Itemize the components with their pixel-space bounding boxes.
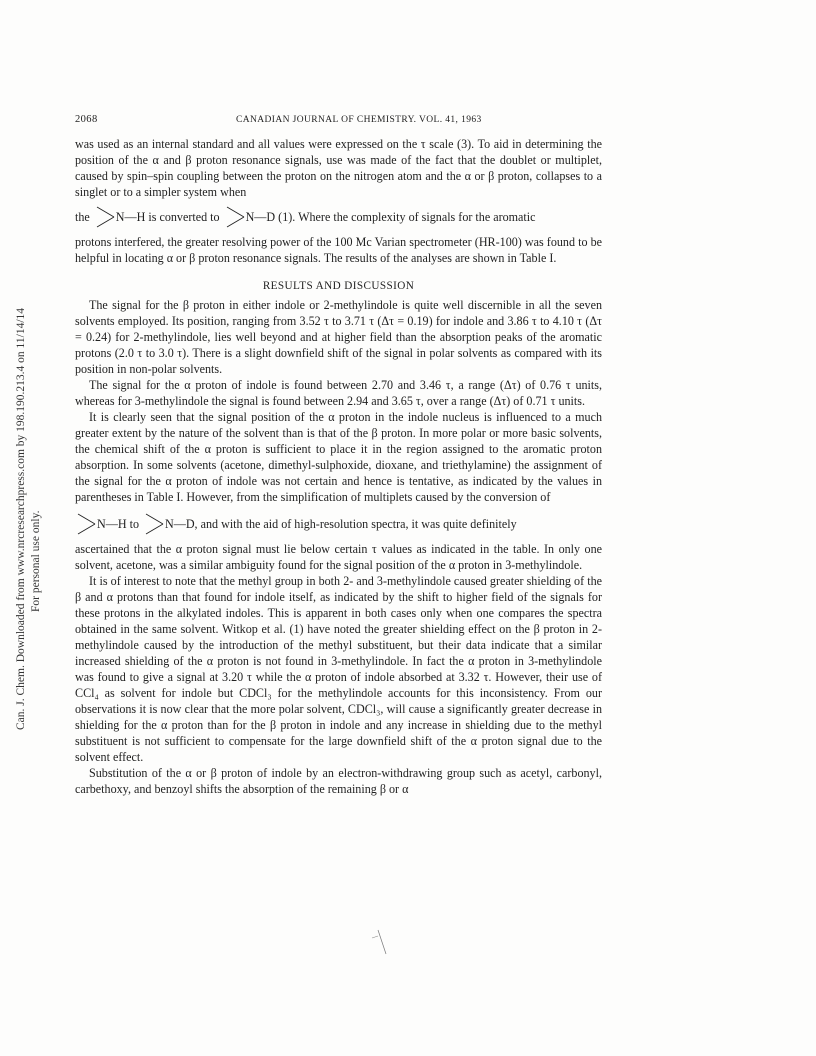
scan-mark-icon xyxy=(370,928,390,958)
page-number: 2068 xyxy=(75,114,98,125)
journal-header: CANADIAN JOURNAL OF CHEMISTRY. VOL. 41, 1963 xyxy=(236,115,482,125)
paragraph-substitution: Substitution of the α or β proton of indole by an electron-withdrawing group such as acetyl, carbonyl, carbethoxy, and benzoyl shifts the absorption of the remaining β or α xyxy=(75,766,602,796)
nh-converted-text: N—H is converted to xyxy=(115,210,220,224)
nh-to-text: N—H to xyxy=(97,517,139,531)
running-head xyxy=(75,114,602,130)
line-word-the: the xyxy=(75,210,90,224)
paragraph-beta-proton: The signal for the β proton in either indole or 2-methylindole is quite well discernible in all the seven solvents employed. Its position, ranging from 3.52 τ to 3.71 τ (Δτ = 0.19) for indole and 3.86 τ to 4.10 τ (Δτ = 0.24) for 2-methylindole, lies well beyond and at higher field than the absorption peaks of the aromatic protons (2.0 τ to 3.0 τ). There is a slight downfield shift of the signal in polar solvents as compared with its position in non-polar solvents. xyxy=(75,298,602,376)
download-notice xyxy=(14,308,44,730)
paragraph-methyl-shielding: It is of interest to note that the methyl group in both 2- and 3-methylindole caused greater shielding of the β and α protons than that found for indole itself, as indicated by the shift to higher field of the signals for these protons in the alkylated indoles. This is apparent in both cases only when one compares the spectra obtained in the same solvent. Witkop et al. (1) have noted the greater shielding effect on the β proton in 2-methylindole caused by the introduction of the methyl substituent, but their data indicate that a similar increased shielding of the α proton is not found in 3-methylindole. In fact the α proton in 3-methylindole was found to give a signal at 3.20 τ while the α proton of indole absorbed at 3.32 τ. However, their use of CCl₄ as solvent for indole but CDCl₃ for the methylindole accounts for this inconsistency. From our observations it is now clear that the more polar solvent, CDCl₃, will cause a significantly greater decrease in shielding for the α proton than for the β proton in indole and any increase in shielding due to the methyl substituent is not sufficient to compensate for the large downfield shift of the α proton signal due to the solvent effect. xyxy=(75,574,602,764)
paragraph-continuation: ascertained that the α proton signal must lie below certain τ values as indicated in the table. In only one solvent, acetone, was a similar ambiguity found for the signal position of the α proton in 3-methylindole. xyxy=(75,542,602,572)
amine-bond-icon xyxy=(143,513,165,535)
amine-bond-icon xyxy=(94,206,116,228)
paragraph-alpha-proton: The signal for the α proton of indole is found between 2.70 and 3.46 τ, a range (Δτ) of 0.76 τ units, whereas for 3-methylindole the signal is found between 2.94 and 3.65 τ, over a range (Δτ) of 0.71 τ units. xyxy=(75,378,602,408)
journal-page xyxy=(75,114,602,797)
download-watermark xyxy=(0,0,44,1056)
nd-spectra-text: N—D, and with the aid of high-resolution spectra, it was quite definitely xyxy=(165,517,517,531)
nh-to-nd-line xyxy=(75,203,602,231)
amine-bond-icon xyxy=(75,513,97,535)
amine-bond-icon xyxy=(224,206,246,228)
section-heading: RESULTS AND DISCUSSION xyxy=(262,280,415,292)
paragraph-continuation: protons interfered, the greater resolving power of the 100 Mc Varian spectrometer (HR-100) was found to be helpful in locating α or β proton resonance signals. The results of the analyses are shown in Table I. xyxy=(75,235,602,265)
paragraph-solvent-effect: It is clearly seen that the signal position of the α proton in the indole nucleus is influenced to a much greater extent by the nature of the solvent than is that of the β proton. In more polar or more basic solvents, the chemical shift of the α proton is sufficient to place it in the region assigned to the aromatic proton absorption. In some solvents (acetone, dimethyl-sulphoxide, dioxane, and triethylamine) the assignment of the signal for the α proton of indole was not certain and hence is tentative, as indicated by the values in parentheses in Table I. However, from the simplification of multiplets caused by the conversion of xyxy=(75,410,602,504)
download-source-line: Can. J. Chem. Downloaded from www.nrcresearchpress.com by 198.190.213.4 on 11/14/14 xyxy=(15,307,27,730)
nh-to-nd-line xyxy=(75,510,602,538)
personal-use-line: For personal use only. xyxy=(30,510,42,612)
nd-complexity-text: N—D (1). Where the complexity of signals for the aromatic xyxy=(245,210,536,224)
paragraph-nmr-method: was used as an internal standard and all values were expressed on the τ scale (3). To aid in determining the position of the α and β proton resonance signals, use was made of the fact that the doublet or multiplet, caused by spin–spin coupling between the proton on the nitrogen atom and the α or β proton, collapses to a singlet or to a simpler system when xyxy=(75,137,602,199)
